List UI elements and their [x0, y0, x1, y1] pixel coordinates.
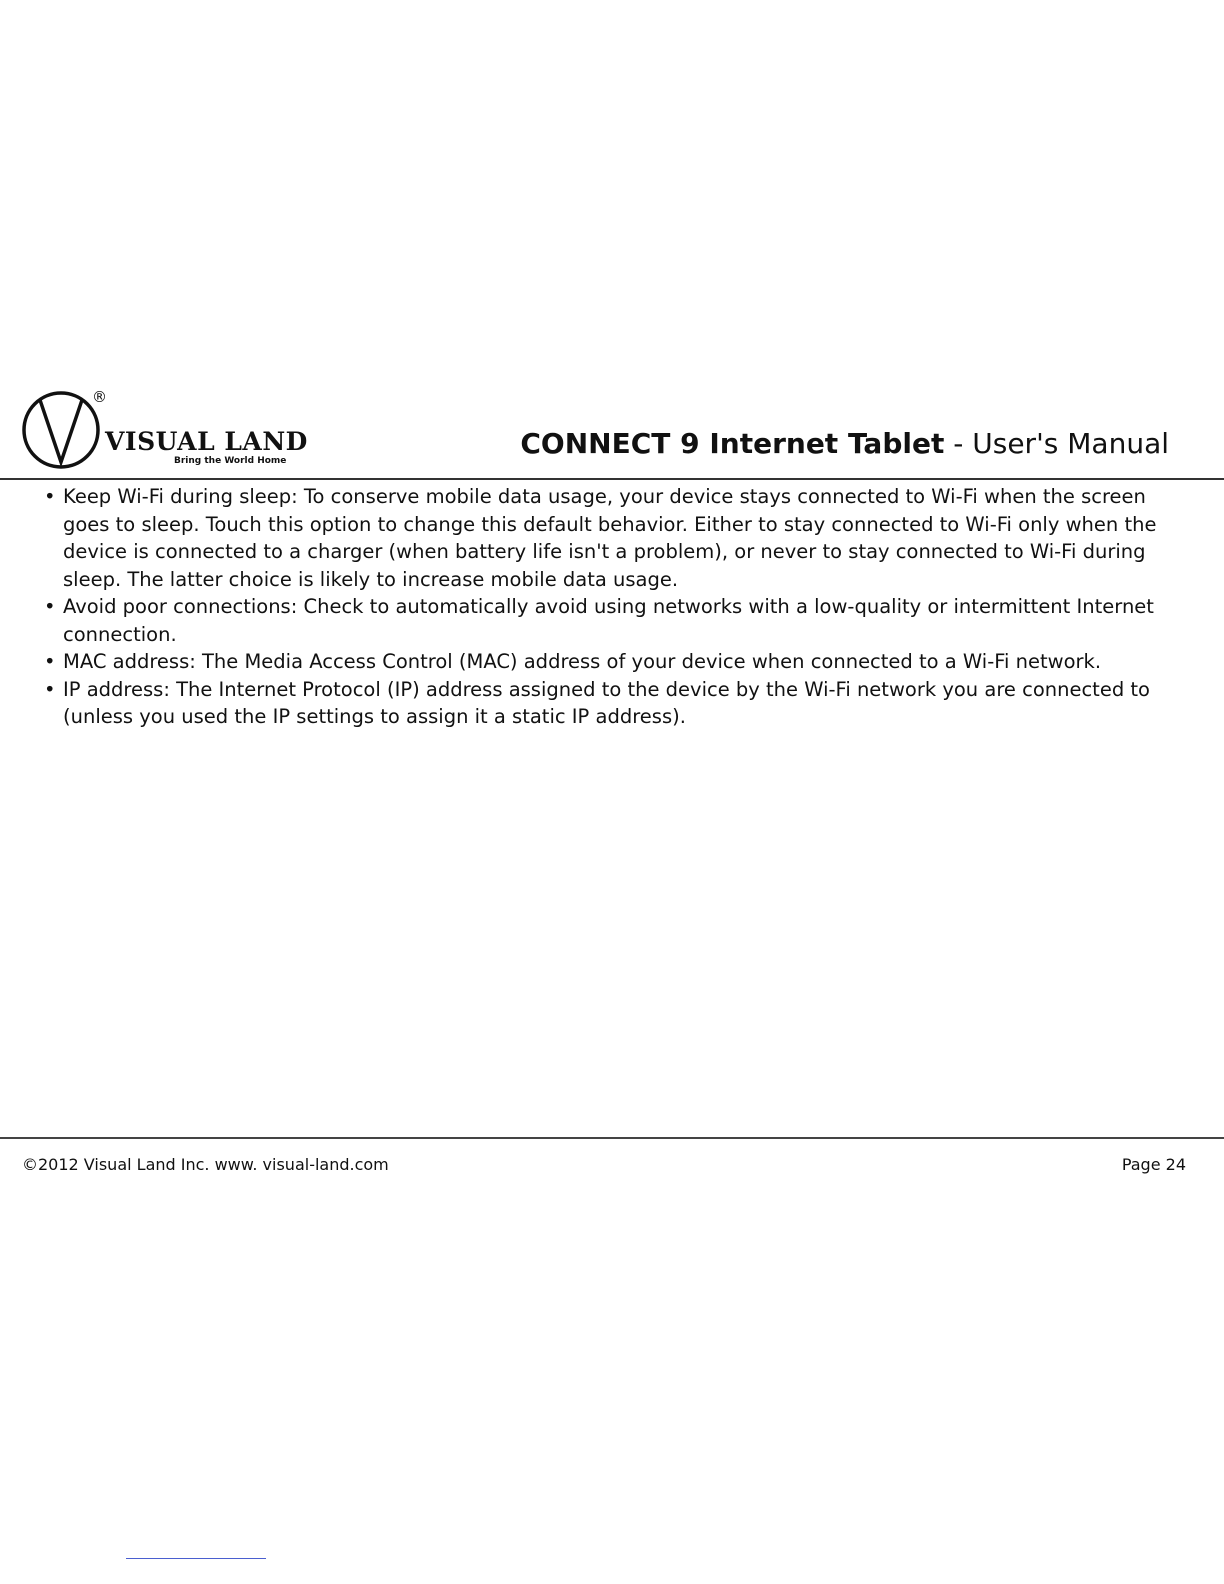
logo-tagline: Bring the World Home: [174, 456, 287, 466]
document-title-product: CONNECT 9 Internet Tablet: [520, 427, 945, 460]
list-item-avoid-poor-connections: [40, 593, 1190, 648]
list-item-text: IP address: The Internet Protocol (IP) address assigned to the device by the Wi-Fi network you are connected to (unless you used the IP settings to assign it a static IP address).: [63, 677, 1150, 728]
logo-wordmark: VISUAL LAND: [105, 427, 308, 456]
registered-mark: ®: [92, 388, 107, 406]
list-item-text: Keep Wi-Fi during sleep: To conserve mobile data usage, your device stays connected to Wi-Fi when the screen goes to sleep. Touch this option to change this default behavior. Either to stay connected to Wi-Fi only when the device is connected to a charger (when battery life isn't a problem), or never to stay connected to Wi-Fi during sleep. The latter choice is likely to increase mobile data usage.: [63, 485, 1157, 591]
list-item-ip-address: [40, 676, 1190, 731]
list-item-text: MAC address: The Media Access Control (MAC) address of your device when connected to a Wi-Fi network.: [63, 650, 1102, 673]
document-title: [520, 424, 1169, 464]
document-title-suffix: - User's Manual: [944, 427, 1169, 460]
bullet: •: [44, 485, 56, 508]
stray-link-underline: [126, 1558, 266, 1559]
wifi-settings-list: [40, 483, 1190, 731]
bullet: •: [44, 595, 56, 618]
list-item-text: Avoid poor connections: Check to automatically avoid using networks with a low-quality or intermittent Internet connection.: [63, 595, 1154, 646]
page-number: Page 24: [1121, 1155, 1186, 1174]
bullet: •: [44, 650, 56, 673]
header-divider: [0, 478, 1224, 480]
list-item-mac-address: [40, 648, 1190, 676]
footer-divider: [0, 1137, 1224, 1139]
list-item-keep-wifi: [40, 483, 1190, 593]
brand-logo: [22, 388, 322, 472]
footer-copyright: ©2012 Visual Land Inc. www. visual-land.com: [22, 1155, 389, 1174]
bullet: •: [44, 677, 56, 701]
